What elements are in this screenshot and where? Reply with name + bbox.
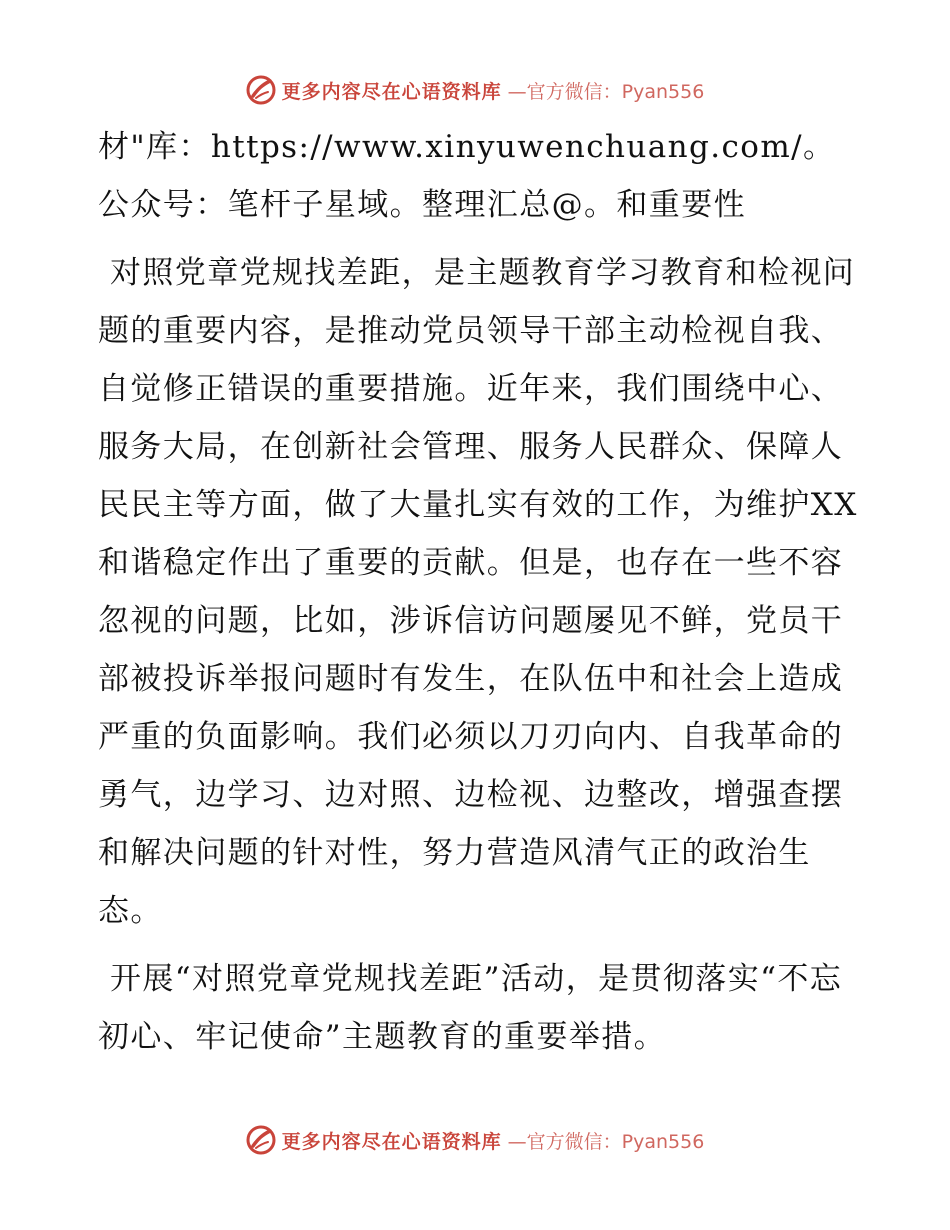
header-banner [0,72,950,108]
paragraph-intro: 材"库：https://www.xinyuwenchuang.com/。公众号：笔杆子星域。整理汇总@。和重要性 [98,129,836,223]
banner-contact-text: —官方微信：Pyan556 [507,80,705,103]
brush-seal-icon [246,1125,276,1155]
footer-contact-text: —官方微信：Pyan556 [507,1130,705,1153]
paragraph-main: 对照党章党规找差距，是主题教育学习教育和检视问题的重要内容，是推动党员领导干部主动检视自我、自觉修正错误的重要措施。近年来，我们围绕中心、服务大局，在创新社会管理、服务人民群众、保障人民民主等方面，做了大量扎实有效的工作，为维护XX和谐稳定作出了重要的贡献。但是，也存在一些不容忽视的问题，比如，涉诉信访问题屡见不鲜，党员干部被投诉举报问题时有发生，在队伍中和社会上造成严重的负面影响。我们必须以刀刃向内、自我革命的勇气，边学习、边对照、边检视、边整改，增强查摆和解决问题的针对性，努力营造风清气正的政治生态。 [98,255,858,929]
document-body [98,118,858,1076]
banner-brand-text: 更多内容尽在心语资料库 [281,80,502,103]
paragraph-activity: 开展“对照党章党规找差距”活动，是贯彻落实“不忘初心、牢记使命”主题教育的重要举措。 [98,961,843,1055]
brush-seal-icon [246,75,276,105]
footer-banner [0,1122,950,1158]
footer-brand-text: 更多内容尽在心语资料库 [281,1130,502,1153]
